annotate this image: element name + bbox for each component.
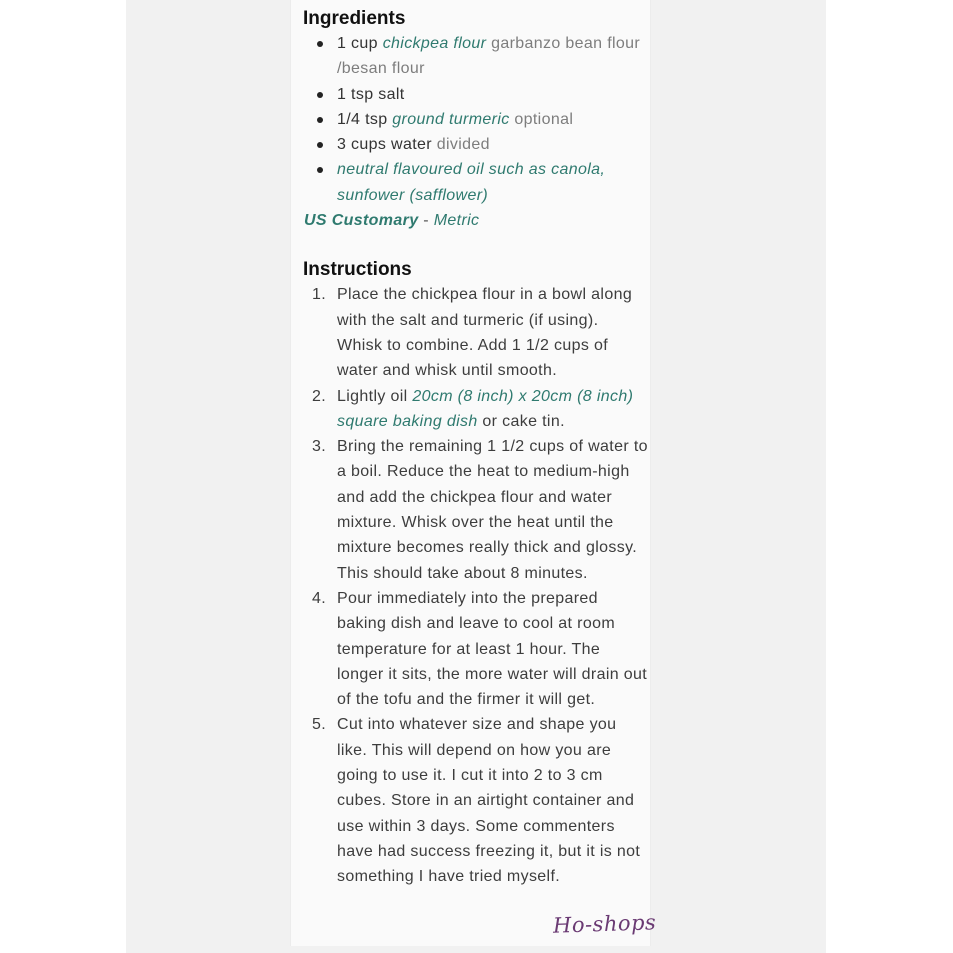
step-number: 3.: [312, 438, 327, 456]
bullet-icon: [317, 117, 323, 123]
ingredient-name: water: [391, 136, 432, 154]
ingredient-quantity: 1 cup: [337, 35, 378, 52]
bullet-icon: [317, 41, 323, 47]
unit-toggle: [303, 208, 648, 233]
step-text: Lightly oil: [337, 387, 408, 405]
ingredient-note: optional: [514, 110, 574, 128]
ingredient-item: [303, 31, 648, 82]
ingredient-link-chickpea-flour[interactable]: chickpea flour: [382, 35, 487, 52]
metric-link[interactable]: Metric: [433, 212, 480, 230]
baking-dish-link[interactable]: 20cm (8 inch) x 20cm (8 inch) square baking dish: [337, 387, 634, 430]
step-number: 1.: [312, 286, 327, 304]
step-number: 5.: [312, 716, 327, 734]
ingredient-quantity: 1/4 tsp: [337, 110, 388, 128]
ingredient-item: [303, 132, 648, 157]
ingredient-link-neutral-oil[interactable]: neutral flavoured oil such as canola, sunfower (safflower): [337, 161, 606, 204]
step-text: Cut into whatever size and shape you like. This will depend on how you are going to use it. I cut it into 2 to 3 cm cubes. Store in an airtight container and use within 3 days. Some commenters have had success freezing it, but it is not something I have tried myself.: [337, 716, 641, 886]
ingredient-quantity: 1 tsp: [337, 85, 374, 103]
ingredient-quantity: 3 cups: [337, 136, 387, 154]
ingredient-item: [303, 107, 648, 132]
step-text: or cake tin.: [482, 412, 565, 430]
instructions-list: [303, 282, 648, 889]
instruction-step: [303, 282, 648, 383]
step-number: 2.: [312, 387, 327, 405]
step-text: Place the chickpea flour in a bowl along with the salt and turmeric (if using). Whisk to combine. Add 1 1/2 cups of water and whisk until smooth.: [337, 286, 633, 380]
ingredient-name: salt: [378, 85, 405, 103]
ingredient-item: [303, 157, 648, 208]
bullet-icon: [317, 167, 323, 173]
step-text: Pour immediately into the prepared baking dish and leave to cool at room temperature for at least 1 hour. The longer it sits, the more water will drain out of the tofu and the firmer it will get.: [337, 589, 648, 709]
ingredients-list: [303, 31, 648, 208]
ingredient-note: divided: [436, 136, 490, 154]
ingredients-heading: Ingredients: [303, 8, 406, 29]
step-text: Bring the remaining 1 1/2 cups of water to a boil. Reduce the heat to medium-high and add the chickpea flour and water mixture. Whisk over the heat until the mixture becomes really thick and glossy. This should take about 8 minutes.: [337, 438, 648, 582]
unit-separator: -: [423, 212, 429, 230]
bullet-icon: [317, 92, 323, 98]
shop-watermark: Ho-shops: [552, 910, 657, 938]
instruction-step: [303, 384, 648, 435]
ingredient-note: garbanzo bean flour /besan flour: [337, 35, 641, 78]
ingredient-item: [303, 82, 648, 107]
instructions-heading: Instructions: [303, 259, 412, 281]
instruction-step: [303, 712, 648, 889]
recipe-content: [303, 6, 648, 890]
instruction-step: [303, 586, 648, 712]
step-number: 4.: [312, 589, 327, 607]
instruction-step: [303, 434, 648, 586]
us-customary-link[interactable]: US Customary: [304, 212, 419, 230]
ingredient-link-ground-turmeric[interactable]: ground turmeric: [392, 110, 510, 128]
bullet-icon: [317, 142, 323, 148]
